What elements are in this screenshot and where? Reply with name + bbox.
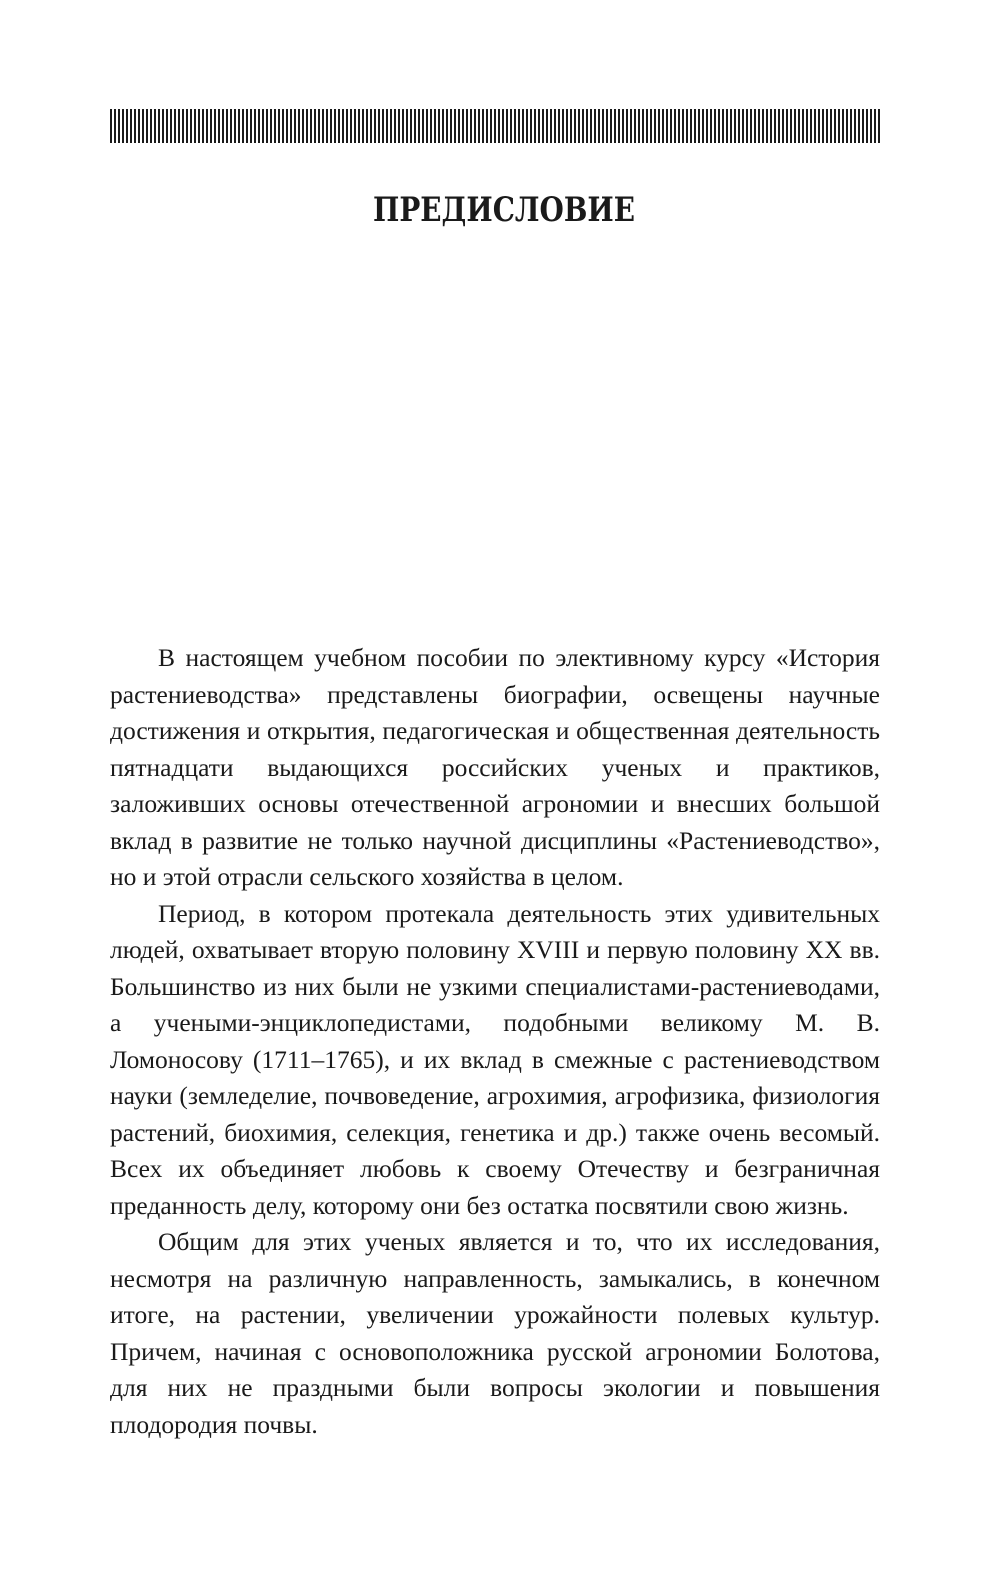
paragraph-2: Период, в котором протекала деятельность этих удивительных людей, охватывает вторую половину XVIII и первую половину XX вв. Большинство из них были не узкими специалистами-растениеводами, а учеными-энциклопедистами, подобными великому М. В. Ломоносову (1711–1765), и их вклад в смежные с растениеводством науки (земледелие, почвоведение, агрохимия, агрофизика, физиология растений, биохимия, селекция, генетика и др.) также очень весомый. Всех их объединяет любовь к своему Отечеству и безграничная преданность делу, которому они без остатка посвятили свою жизнь. — [110, 898, 880, 1220]
decorative-header-rule — [110, 109, 880, 143]
page-title: ПРЕДИСЛОВИЕ — [373, 190, 635, 230]
paragraph-1: В настоящем учебном пособии по элективному курсу «История растениеводства» представлены биографии, освещены научные достижения и открытия, педагогическая и общественная деятельность пятнадцати выдающихся российских ученых и практиков, заложивших основы отечественной агрономии и внесших большой вклад в развитие не только научной дисциплины «Растениеводство», но и этой отрасли сельского хозяйства в целом. — [110, 643, 880, 891]
body-text — [110, 640, 880, 1443]
paragraph-3: Общим для этих ученых является и то, что их исследования, несмотря на различную направленность, замыкались, в конечном итоге, на растении, увеличении урожайности полевых культур. Причем, начиная с основоположника русской агрономии Болотова, для них не праздными были вопросы экологии и повышения плодородия почвы. — [110, 1227, 880, 1439]
